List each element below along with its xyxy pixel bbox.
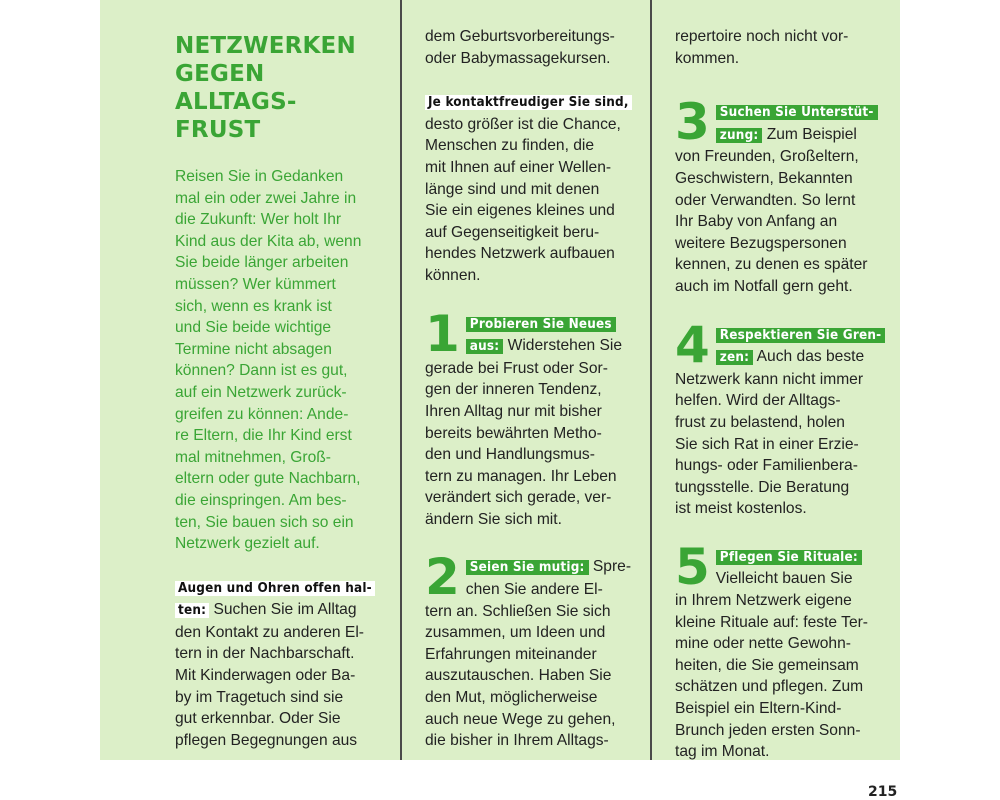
augen-ohren-paragraph: Augen und Ohren offen hal- ten: Suchen Sie im Alltag den Kontakt zu anderen El- tern in der Nachbarschaft. Mit Kinderwagen oder Ba- by im Tragetuch sind sie gut erkennbar. Oder Sie pflegen Begegnungen aus (175, 577, 390, 752)
tip-number-4: 4 (675, 315, 710, 374)
tip-4-heading: Respektieren Sie Gren- (716, 328, 886, 343)
page-title: NETZWERKEN GEGEN ALLTAGS- FRUST (175, 33, 356, 143)
intro-paragraph: Reisen Sie in Gedanken mal ein oder zwei Jahre in die Zukunft: Wer holt Ihr Kind aus der Kita ab, wenn Sie beide länger arbeiten müssen? Wer kümmert sich, wenn es krank ist und Sie beide wichtige Termine nicht absagen können? Dann ist es gut, auf ein Netzwerk zurück- greifen zu können: Ande- re Eltern, die Ihr Kind erst mal mitnehmen, Groß- eltern oder gute Nachbarn, die einspringen. Am bes- ten, Sie bauen sich so ein Netzwerk gezielt auf. (175, 168, 362, 553)
tip-3: 3 Suchen Sie Unterstüt- zung: Zum Beispiel von Freunden, Großeltern, Geschwistern, Bekannten oder Verwandten. So lernt Ihr Baby von Anfang an weitere Bezugspersonen kennen, zu denen es später auch im Notfall gern geht. (675, 101, 890, 297)
page-number: 215 (868, 784, 898, 800)
kontakt-lead: Je kontaktfreudiger Sie sind, (425, 95, 632, 110)
tip-2-heading: Seien Sie mutig: (466, 560, 589, 575)
augen-ohren-lead-cont: ten: (175, 603, 209, 618)
tip-5-heading: Pflegen Sie Rituale: (716, 550, 862, 565)
tip-number-5: 5 (675, 537, 710, 596)
column-2: dem Geburtsvorbereitungs- oder Babymassagekursen. Je kontaktfreudiger Sie sind, desto größer ist die Chance, Menschen zu finden, die mit Ihnen auf einer Wellen- länge sind und mit denen Sie ein eigenes kleines und auf Gegenseitigkeit beru- hendes Netzwerk aufbauen können. 1 Probieren Sie Neues aus: Widerstehen Sie gerade bei Frust oder Sor- gen der inneren Tendenz, Ihren Alltag nur mit bisher bereits bewährten Metho- den und Handlungsmus- tern zu managen. Ihr Leben verändert sich gerade, ver- ändern Sie sich mit. 2 Seien Sie mutig: Spre- chen Sie andere El- tern an. Schließen Sie sich zusammen, um Ideen und Erfahrungen miteinander auszutauschen. Haben Sie den Mut, möglicherweise auch neue Wege zu gehen, die bisher in Ihrem Alltags- (425, 26, 640, 752)
tip-number-1: 1 (425, 304, 460, 363)
tip-3-heading: Suchen Sie Unterstüt- (716, 105, 878, 120)
tip-4: 4 Respektieren Sie Gren- zen: Auch das beste Netzwerk kann nicht immer helfen. Wird der Alltags- frust zu belastend, holen Sie sich Rat in einer Erzie- hungs- oder Familienbera- tungsstelle. Die Beratung ist meist kostenlos. (675, 324, 890, 520)
tip-2: 2 Seien Sie mutig: Spre- chen Sie andere El- tern an. Schließen Sie sich zusammen, um Ideen und Erfahrungen miteinander auszutauschen. Haben Sie den Mut, möglicherweise auch neue Wege zu gehen, die bisher in Ihrem Alltags- (425, 548, 632, 750)
kontakt-paragraph: Je kontaktfreudiger Sie sind, desto größer ist die Chance, Menschen zu finden, die mit Ihnen auf einer Wellen- länge sind und mit denen Sie ein eigenes kleines und auf Gegenseitigkeit beru- hendes Netzwerk aufbauen können. (425, 91, 640, 286)
tip-number-2: 2 (425, 548, 460, 607)
tip-1: 1 Probieren Sie Neues aus: Widerstehen Sie gerade bei Frust oder Sor- gen der inneren Tendenz, Ihren Alltag nur mit bisher bereits bewährten Metho- den und Handlungsmus- tern zu managen. Ihr Leben verändert sich gerade, ver- ändern Sie sich mit. (425, 304, 623, 528)
tip-number-3: 3 (675, 93, 710, 152)
tip-5: 5 Pflegen Sie Rituale: Vielleicht bauen Sie in Ihrem Netzwerk eigene kleine Rituale auf: feste Ter- mine oder nette Gewohn- heiten, die Sie gemeinsam schätzen und pflegen. Zum Beispiel ein Eltern-Kind- Brunch jeden ersten Sonn- tag im Monat. (675, 537, 869, 761)
tip-1-heading: Probieren Sie Neues (466, 317, 616, 332)
column-divider-right (650, 0, 652, 760)
column-divider-left (400, 0, 402, 760)
column-1 (175, 30, 390, 751)
augen-ohren-lead: Augen und Ohren offen hal- (175, 581, 375, 596)
column-3: repertoire noch nicht vor- kommen. 3 Suchen Sie Unterstüt- zung: Zum Beispiel von Freunden, Großeltern, Geschwistern, Bekannten oder Verwandten. So lernt Ihr Baby von Anfang an weitere Bezugspersonen kennen, zu denen es später auch im Notfall gern geht. 4 Respektieren Sie Gren- zen: Auch das beste Netzwerk kann nicht immer helfen. Wird der Alltags- frust zu belastend, holen Sie sich Rat in einer Erzie- hungs- oder Familienbera- tungsstelle. Die Beratung ist meist kostenlos. 5 Pflegen Sie Rituale: Vielleicht bauen Sie in Ihrem Netzwerk eigene kleine Rituale auf: feste Ter- mine oder nette Gewohn- heiten, die Sie gemeinsam schätzen und pflegen. Zum Beispiel ein Eltern-Kind- Brunch jeden ersten Sonn- tag im Monat. (675, 26, 890, 763)
